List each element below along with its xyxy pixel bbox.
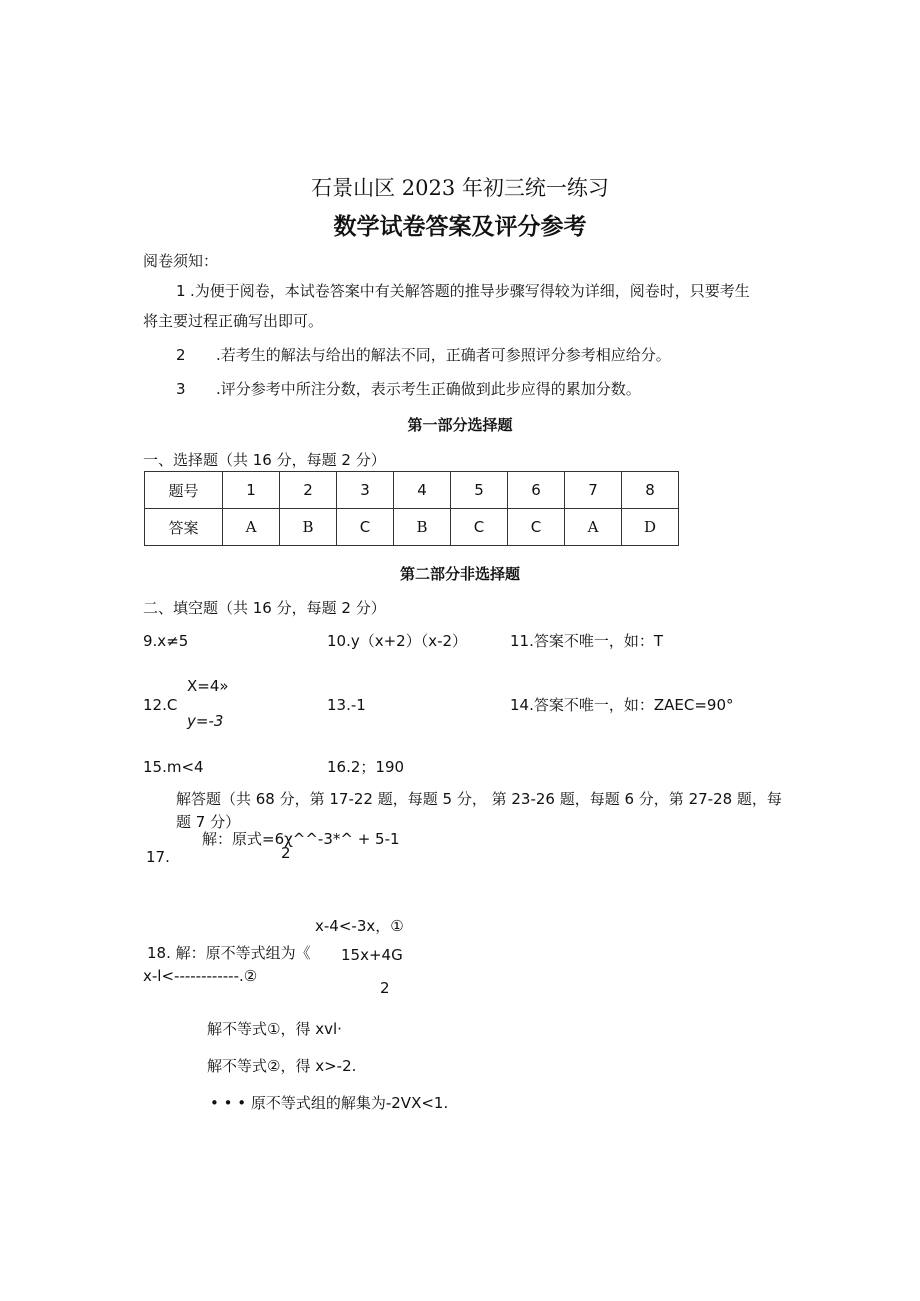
answer-cell: D	[622, 509, 679, 546]
note-3-number: 3	[176, 380, 186, 398]
answer-q15: 15.m<4	[143, 758, 204, 776]
note-3-text: .评分参考中所注分数，表示考生正确做到此步应得的累加分数。	[216, 380, 641, 398]
part3-section-line2: 题 7 分）	[176, 813, 241, 831]
answer-q12-y: y=-3	[187, 712, 224, 730]
part2-heading: 第二部分非选择题	[399, 565, 521, 583]
q18-intro: 18. 解：原不等式组为《	[147, 944, 311, 962]
question-number: 3	[337, 472, 394, 509]
answer-q14: 14.答案不唯一，如：ZAEC=90°	[510, 696, 734, 714]
part3-section-line1: 解答题（共 68 分，第 17-22 题，每题 5 分， 第 23-26 题，每题 6 分，第 27-28 题，每	[176, 790, 782, 808]
q17-label: 17.	[146, 848, 170, 866]
answer-cell: C	[508, 509, 565, 546]
part1-section: 一、选择题（共 16 分，每题 2 分）	[143, 451, 386, 469]
answer-q10: 10.y（x+2）（x-2）	[327, 632, 468, 650]
q17-solution: 解：原式=6χ^^-3*^ + 5-1	[202, 830, 400, 848]
question-number: 5	[451, 472, 508, 509]
row-label: 答案	[145, 509, 223, 546]
document-subtitle: 数学试卷答案及评分参考	[333, 214, 587, 240]
q18-inequality-2: x-l<------------.②	[143, 967, 258, 985]
table-row	[145, 472, 679, 509]
q18-denominator: 2	[380, 979, 390, 997]
question-number: 8	[622, 472, 679, 509]
question-number: 1	[223, 472, 280, 509]
answer-cell: A	[565, 509, 622, 546]
q18-inequality-1: x-4<-3x，①	[315, 917, 404, 935]
note-1-number: 1	[176, 282, 186, 300]
question-number: 7	[565, 472, 622, 509]
answer-q16: 16.2；190	[327, 758, 405, 776]
part2-section: 二、填空题（共 16 分，每题 2 分）	[143, 599, 386, 617]
answer-q12-x: X=4»	[187, 677, 229, 695]
q18-step-2: 解不等式②，得 x>-2.	[207, 1057, 357, 1075]
note-1-text: .为便于阅卷，本试卷答案中有关解答题的推导步骤写得较为详细，阅卷时，只要考生	[190, 282, 750, 300]
answer-q11: 11.答案不唯一，如：T	[510, 632, 664, 650]
q17-subscript: 2	[281, 844, 291, 862]
note-1-continuation: 将主要过程正确写出即可。	[143, 312, 324, 330]
notes-heading: 阅卷须知：	[143, 252, 219, 270]
question-number: 2	[280, 472, 337, 509]
answer-table	[144, 471, 679, 546]
q18-numerator: 15x+4G	[341, 946, 403, 964]
answer-cell: B	[394, 509, 451, 546]
question-number: 6	[508, 472, 565, 509]
answer-q12: 12.C	[143, 696, 178, 714]
answer-q9: 9.x≠5	[143, 632, 189, 650]
answer-q13: 13.-1	[327, 696, 366, 714]
document-title: 石景山区 2023 年初三统一练习	[311, 176, 609, 200]
question-number: 4	[394, 472, 451, 509]
part1-heading: 第一部分选择题	[407, 416, 513, 434]
answer-cell: C	[337, 509, 394, 546]
q18-result: • • • 原不等式组的解集为-2VX<1.	[210, 1094, 449, 1112]
note-2-number: 2	[176, 346, 186, 364]
answer-cell: C	[451, 509, 508, 546]
answer-cell: B	[280, 509, 337, 546]
note-2-text: .若考生的解法与给出的解法不同，正确者可参照评分参考相应给分。	[216, 346, 671, 364]
answer-cell: A	[223, 509, 280, 546]
q18-step-1: 解不等式①，得 xvl·	[207, 1020, 342, 1038]
table-row	[145, 509, 679, 546]
row-label: 题号	[145, 472, 223, 509]
